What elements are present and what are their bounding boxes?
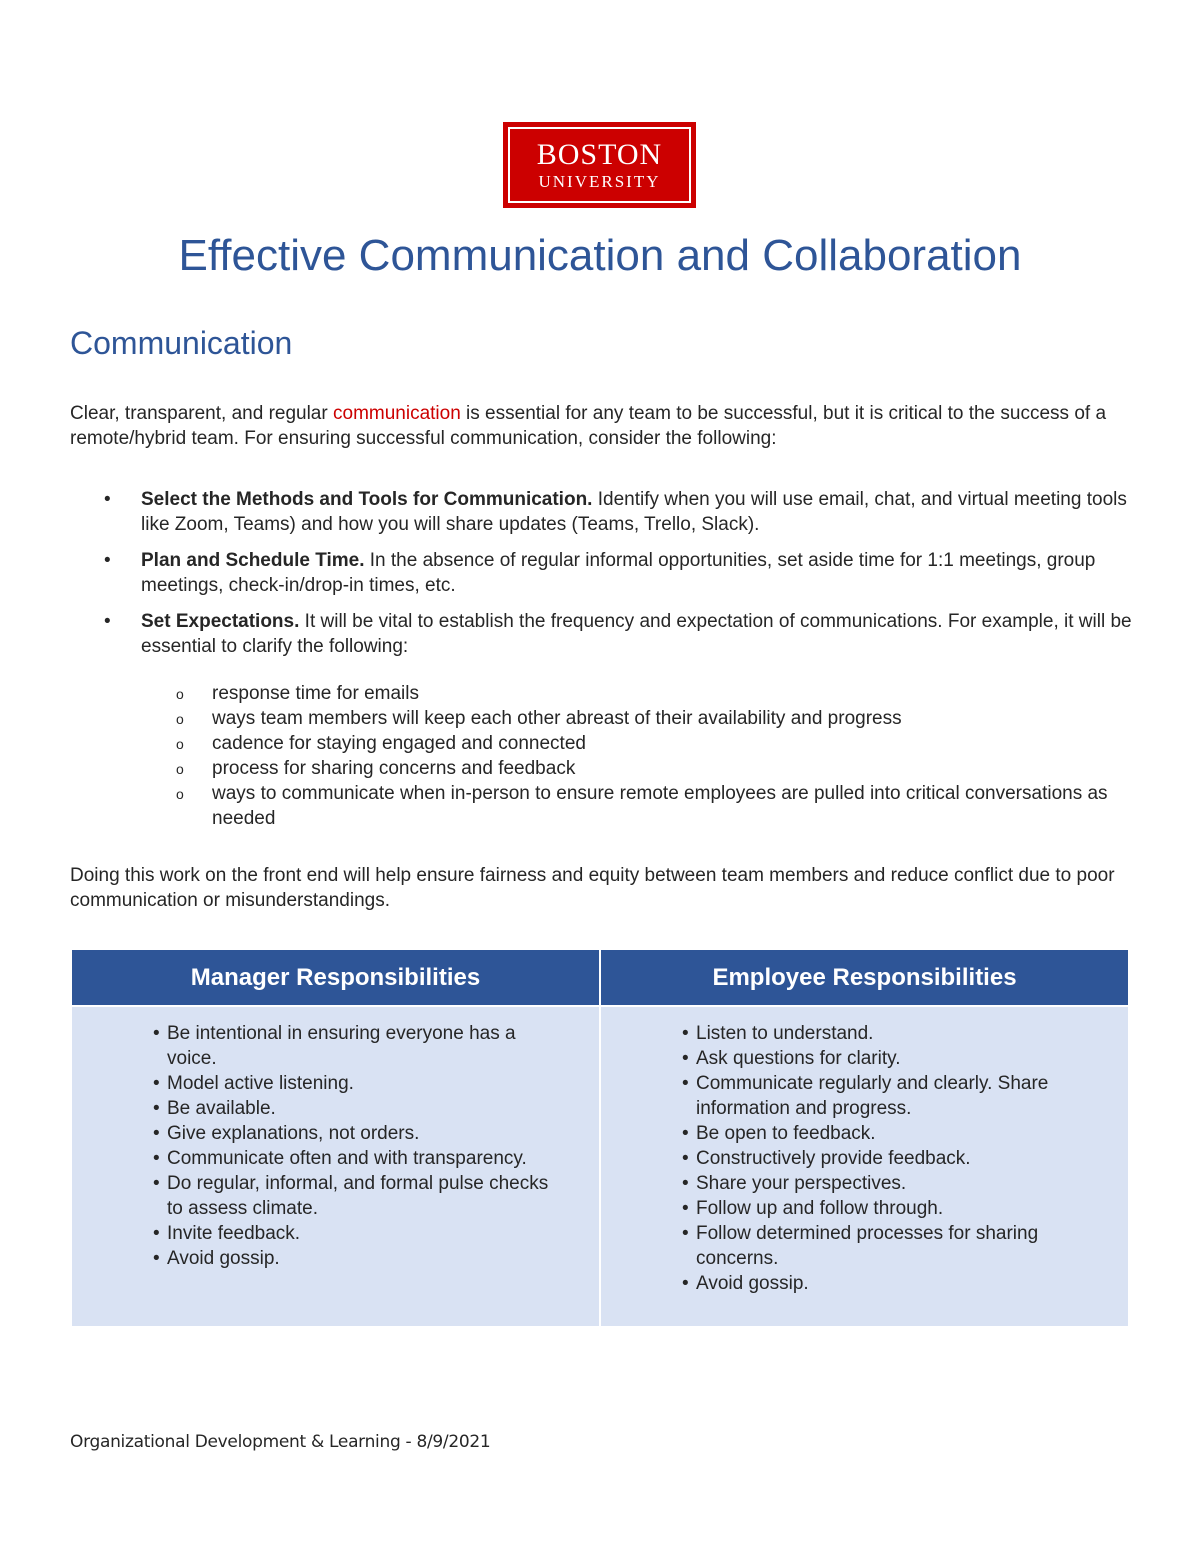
- bullet-bold: Select the Methods and Tools for Communication.: [141, 489, 593, 510]
- employee-item: • Ask questions for clarity.: [601, 1046, 1128, 1071]
- employee-item: • Share your perspectives.: [601, 1171, 1128, 1196]
- page-title: Effective Communication and Collaboration: [178, 231, 1022, 280]
- manager-item: • Avoid gossip.: [72, 1246, 599, 1271]
- manager-list: [72, 1021, 599, 1271]
- responsibilities-table: [70, 948, 1130, 1328]
- employee-header: Employee Responsibilities: [600, 949, 1129, 1006]
- bullet-text: It will be vital to establish the frequency and expectation of communications. For example, it will be essential to clarify the following:: [141, 611, 1132, 657]
- bullet-bold: Plan and Schedule Time.: [141, 550, 365, 571]
- bullet-methods-tools: [70, 487, 1140, 537]
- manager-header: Manager Responsibilities: [71, 949, 600, 1006]
- closing-paragraph: Doing this work on the front end will help ensure fairness and equity between team members and reduce conflict due to poor communication or misunderstandings.: [70, 865, 1115, 911]
- page-footer: Organizational Development & Learning - 8/9/2021: [70, 1432, 491, 1452]
- manager-item: • Model active listening.: [72, 1071, 599, 1096]
- communication-link[interactable]: communication: [333, 403, 461, 424]
- sub-bullet-list: [141, 681, 1140, 831]
- main-bullet-list: [70, 487, 1140, 842]
- bullet-text: In the absence of regular informal opportunities, set aside time for 1:1 meetings, group meetings, check-in/drop-in times, etc.: [141, 550, 1096, 596]
- employee-item: • Constructively provide feedback.: [601, 1146, 1128, 1171]
- manager-item: • Communicate often and with transparency.: [72, 1146, 599, 1171]
- bullet-text: Identify when you will use email, chat, and virtual meeting tools like Zoom, Teams) and how you will share updates (Teams, Trello, Slack).: [141, 489, 1127, 535]
- section-heading: Communication: [70, 325, 293, 361]
- manager-item: • Invite feedback.: [72, 1221, 599, 1246]
- manager-column: [71, 1006, 600, 1327]
- sub-bullet-item: o ways team members will keep each other abreast of their availability and progress: [141, 706, 1140, 731]
- bullet-plan-schedule: [70, 548, 1140, 598]
- sub-bullet-item: o cadence for staying engaged and connected: [141, 731, 1140, 756]
- logo-line-boston: BOSTON: [536, 137, 663, 171]
- sub-bullet-item: o ways to communicate when in-person to ensure remote employees are pulled into critical conversations as needed: [141, 781, 1140, 831]
- employee-item: • Communicate regularly and clearly. Share information and progress.: [601, 1071, 1128, 1121]
- employee-item: • Listen to understand.: [601, 1021, 1128, 1046]
- employee-item: • Be open to feedback.: [601, 1121, 1128, 1146]
- boston-university-logo: [503, 122, 696, 208]
- manager-item: • Give explanations, not orders.: [72, 1121, 599, 1146]
- intro-text-after: is essential for any team to be successful, but it is critical to the success of a remote/hybrid team. For ensuring successful communication, consider the following:: [70, 403, 1107, 449]
- employee-column: [600, 1006, 1129, 1327]
- bullet-set-expectations: [70, 609, 1140, 831]
- employee-list: [601, 1021, 1128, 1296]
- bullet-bold: Set Expectations.: [141, 611, 300, 632]
- intro-text-before: Clear, transparent, and regular: [70, 403, 333, 424]
- manager-item: • Do regular, informal, and formal pulse checks to assess climate.: [72, 1171, 599, 1221]
- manager-item: • Be available.: [72, 1096, 599, 1121]
- employee-item: • Follow up and follow through.: [601, 1196, 1128, 1221]
- employee-item: • Avoid gossip.: [601, 1271, 1128, 1296]
- logo-line-university: UNIVERSITY: [538, 171, 661, 191]
- intro-paragraph: [70, 401, 1140, 451]
- sub-bullet-item: o response time for emails: [141, 681, 1140, 706]
- sub-bullet-item: o process for sharing concerns and feedback: [141, 756, 1140, 781]
- manager-item: • Be intentional in ensuring everyone has a voice.: [72, 1021, 599, 1071]
- employee-item: • Follow determined processes for sharing concerns.: [601, 1221, 1128, 1271]
